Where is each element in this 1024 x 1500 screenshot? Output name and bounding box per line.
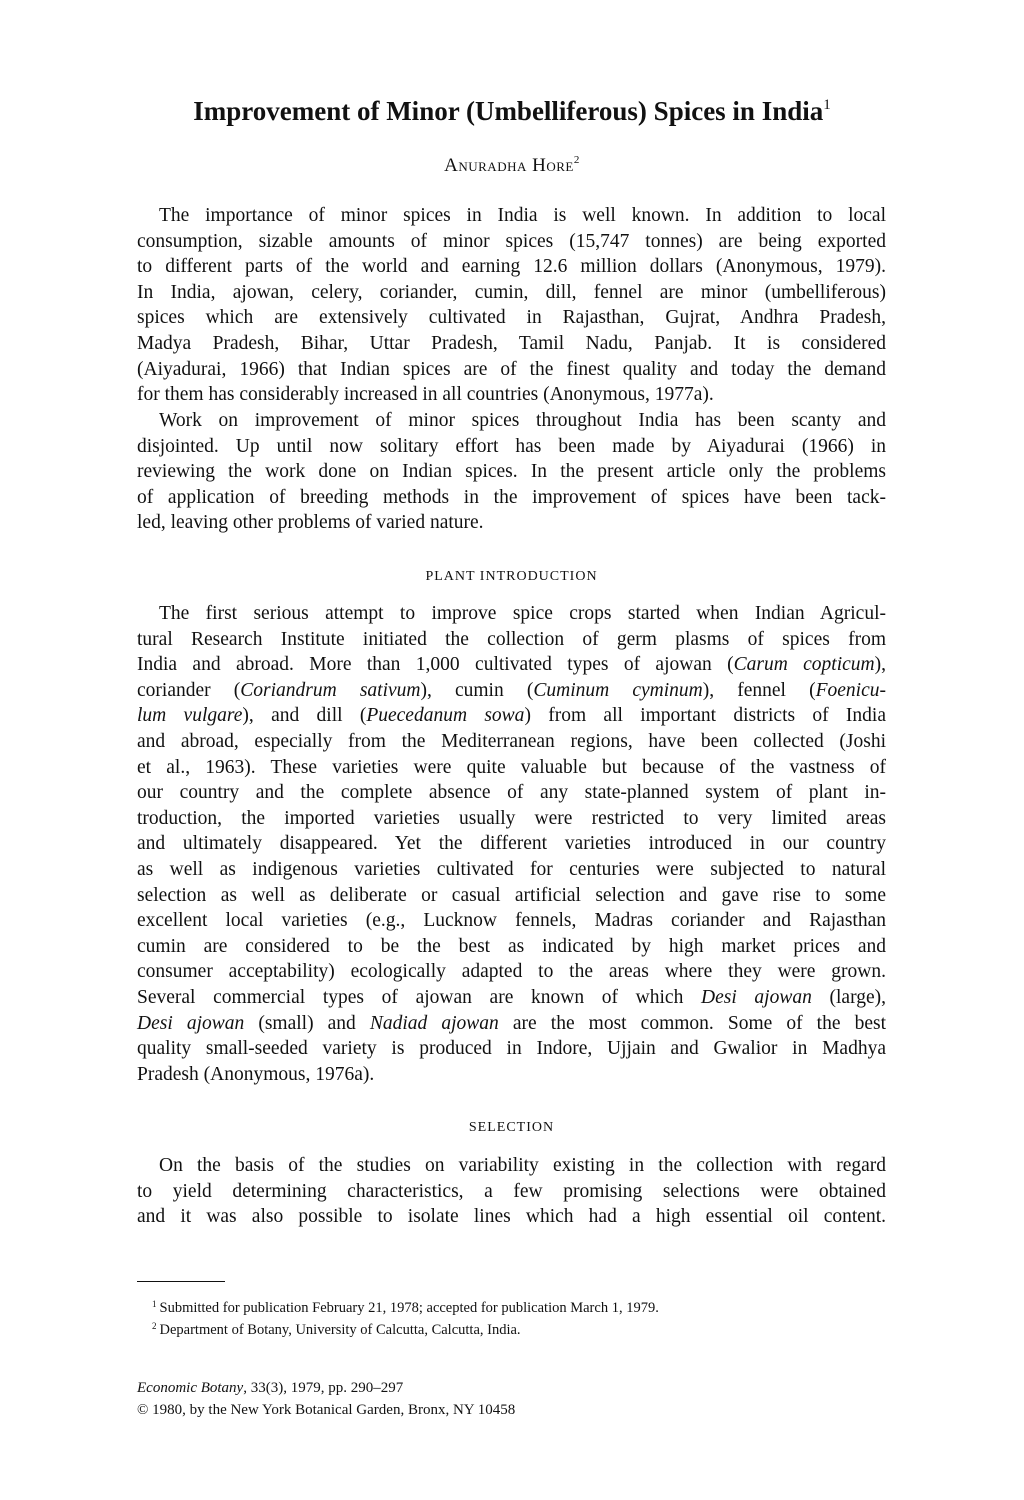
text-line: India and abroad. More than 1,000 cultivated types of ajowan (Carum copticum), <box>137 654 887 676</box>
footnote-2: $^2$ Department of Botany, University of Calcutta, Calcutta, India. <box>152 1321 521 1338</box>
text-line: coriander (Coriandrum sativum), cumin (Cuminum cyminum), fennel (Foenicu- <box>137 679 886 701</box>
text-line: excellent local varieties (e.g., Lucknow fennels, Madras coriander and Rajasthan <box>137 910 886 932</box>
text-line: consumer acceptability) ecologically adapted to the areas where they were grown. <box>137 961 886 983</box>
selection-paragraph <box>137 1153 886 1230</box>
text-line: and it was also possible to isolate lines which had a high essential oil content. <box>137 1206 886 1228</box>
text-line: On the basis of the studies on variability existing in the collection with regard <box>159 1155 886 1176</box>
journal-citation: Economic Botany, 33(3), 1979, pp. 290–297 <box>137 1380 404 1396</box>
author-footnote-mark: 2 <box>573 154 580 166</box>
text-line: for them has considerably increased in all countries (Anonymous, 1977a). <box>137 384 714 406</box>
section-heading-plant-introduction: PLANT INTRODUCTION <box>425 569 598 584</box>
text-line: consumption, sizable amounts of minor spices (15,747 tonnes) are being exported <box>137 230 886 252</box>
text-line: quality small-seeded variety is produced in Indore, Ujjain and Gwalior in Madhya <box>137 1038 886 1060</box>
footnote-1: $^1$ Submitted for publication February 21, 1978; accepted for publication March 1, 1979. <box>152 1299 659 1316</box>
plant-introduction-paragraph <box>137 601 886 1087</box>
text-line: (Aiyadurai, 1966) that Indian spices are of the finest quality and today the demand <box>137 358 886 380</box>
text-line: selection as well as deliberate or casual artificial selection and gave rise to some <box>137 884 886 906</box>
text-line: spices which are extensively cultivated in Rajasthan, Gujrat, Andhra Pradesh, <box>137 307 886 329</box>
text-line: Desi ajowan (small) and Nadiad ajowan are the most common. Some of the best <box>137 1012 886 1034</box>
text-line: and abroad, especially from the Mediterranean regions, have been collected (Joshi <box>137 730 886 752</box>
footnote-mark: 1 <box>152 1299 157 1309</box>
text-line: and ultimately disappeared. Yet the different varieties introduced in our country <box>137 833 886 855</box>
footnote-divider <box>137 1281 225 1282</box>
text-line: The importance of minor spices in India is well known. In addition to local <box>159 205 886 226</box>
text-line: troduction, the imported varieties usually were restricted to very limited areas <box>137 807 886 829</box>
text-line: of application of breeding methods in the improvement of spices have been tack- <box>137 486 886 508</box>
text-line: cumin are considered to be the best as indicated by high market prices and <box>137 935 886 957</box>
intro-paragraph-2 <box>137 408 886 536</box>
text-line: as well as indigenous varieties cultivated for centuries were subjected to natural <box>137 858 886 880</box>
text-line: The first serious attempt to improve spice crops started when Indian Agricul- <box>159 603 886 624</box>
copyright-line: © 1980, by the New York Botanical Garden, Bronx, NY 10458 <box>137 1402 516 1418</box>
title-footnote-mark: 1 <box>823 97 831 113</box>
text-line: Work on improvement of minor spices throughout India has been scanty and <box>159 410 886 431</box>
text-line: to different parts of the world and earning 12.6 million dollars (Anonymous, 1979). <box>137 256 886 278</box>
journal-name: Economic Botany <box>137 1380 244 1396</box>
text-line: Several commercial types of ajowan are known of which Desi ajowan (large), <box>137 986 887 1008</box>
text-line: tural Research Institute initiated the collection of germ plasms of spices from <box>137 628 886 650</box>
text-line: our country and the complete absence of any state-planned system of plant in- <box>137 782 886 804</box>
text-line: et al., 1963). These varieties were quite valuable but because of the vastness of <box>137 756 886 778</box>
section-heading-selection: SELECTION <box>468 1120 555 1135</box>
article-title: Improvement of Minor (Umbelliferous) Spices in India$^1$ <box>193 96 831 126</box>
text-line: disjointed. Up until now solitary effort has been made by Aiyadurai (1966) in <box>137 435 886 457</box>
footnote-mark: 2 <box>152 1321 157 1331</box>
text-line: reviewing the work done on Indian spices. In the present article only the problems <box>137 461 886 483</box>
text-line: lum vulgare), and dill (Puecedanum sowa) from all important districts of India <box>137 705 887 727</box>
text-line: to yield determining characteristics, a few promising selections were obtained <box>137 1180 886 1202</box>
text-line: Pradesh (Anonymous, 1976a). <box>137 1063 375 1085</box>
text-line: In India, ajowan, celery, coriander, cumin, dill, fennel are minor (umbelliferous) <box>137 281 886 303</box>
author-name: Anuradha Hore$^2$ <box>444 154 580 176</box>
text-line: led, leaving other problems of varied nature. <box>137 512 484 534</box>
text-line: Madya Pradesh, Bihar, Uttar Pradesh, Tamil Nadu, Panjab. It is considered <box>137 332 886 354</box>
intro-paragraph-1 <box>137 203 886 408</box>
